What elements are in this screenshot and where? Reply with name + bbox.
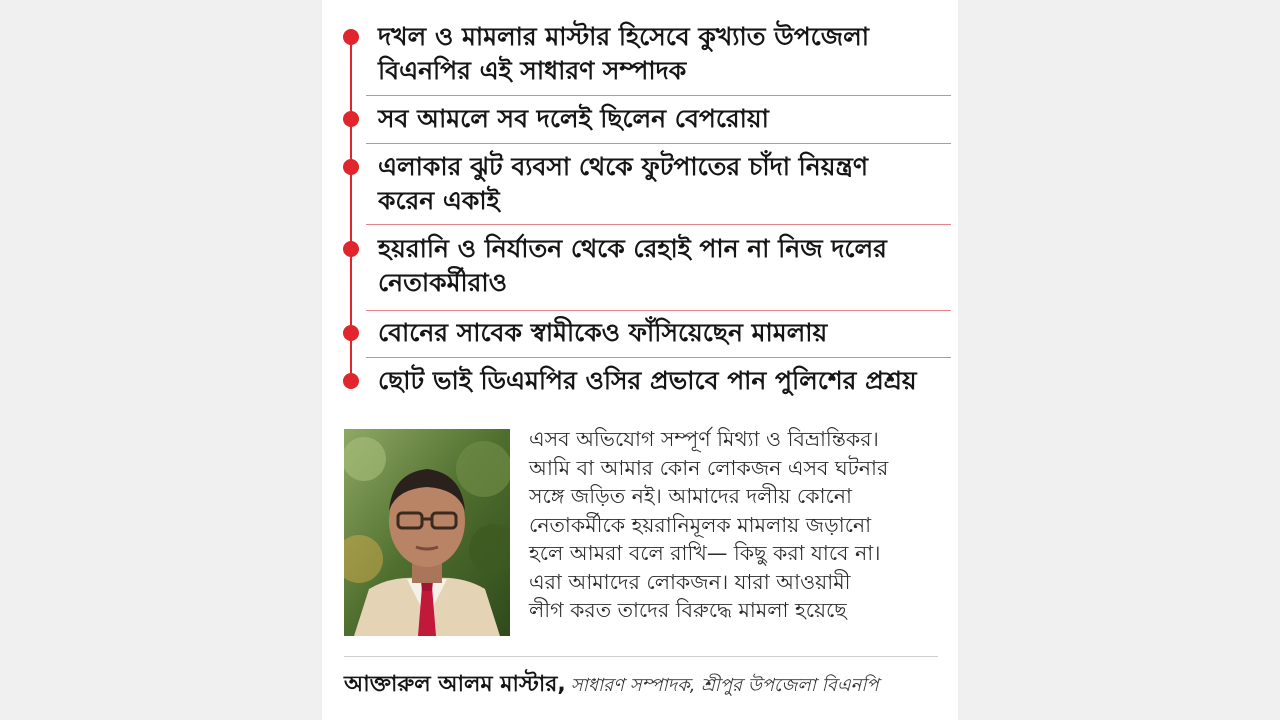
bullet-dot — [343, 29, 359, 45]
divider — [366, 310, 951, 311]
quote-line-5: হলে আমরা বলে রাখি— কিছু করা যাবে না। — [529, 541, 881, 565]
caption-name: আক্তারুল আলম মাস্টার, — [344, 672, 566, 697]
bullet-dot — [343, 373, 359, 389]
bullet-item-3-line-1: এলাকার ঝুট ব্যবসা থেকে ফুটপাতের চাঁদা নিয়ন্ত্রণ — [378, 152, 868, 181]
bullet-item-1-line-2: বিএনপির এই সাধারণ সম্পাদক — [378, 56, 687, 85]
bullet-dot — [343, 111, 359, 127]
caption-role: সাধারণ সম্পাদক, শ্রীপুর উপজেলা বিএনপি — [570, 675, 879, 696]
bullet-item-6-line-1: ছোট ভাই ডিএমপির ওসির প্রভাবে পান পুলিশের প্রশ্রয় — [378, 366, 917, 395]
bullet-dot — [343, 241, 359, 257]
quote-line-7: লীগ করত তাদের বিরুদ্ধে মামলা হয়েছে — [529, 598, 847, 622]
bullet-item-4-line-1: হয়রানি ও নির্যাতন থেকে রেহাই পান না নিজ দলের — [378, 234, 887, 263]
divider — [366, 143, 951, 144]
caption-divider — [344, 656, 938, 657]
quote-line-2: আমি বা আমার কোন লোকজন এসব ঘটনার — [529, 456, 889, 480]
quote-line-6: এরা আমাদের লোকজন। যারা আওয়ামী — [529, 570, 851, 594]
portrait-photo — [344, 429, 510, 636]
quote-line-1: এসব অভিযোগ সম্পূর্ণ মিথ্যা ও বিভ্রান্তিকর। — [529, 427, 879, 451]
divider — [366, 224, 951, 225]
bullet-item-5-line-1: বোনের সাবেক স্বামীকেও ফাঁসিয়েছেন মামলায় — [378, 318, 828, 347]
divider — [366, 95, 951, 96]
bullet-item-3-line-2: করেন একাই — [378, 186, 500, 215]
bullet-dot — [343, 325, 359, 341]
bullet-item-1-line-1: দখল ও মামলার মাস্টার হিসেবে কুখ্যাত উপজেলা — [378, 22, 869, 51]
photo-caption — [344, 667, 944, 704]
bullet-item-4-line-2: নেতাকর্মীরাও — [378, 268, 507, 297]
bullet-item-2-line-1: সব আমলে সব দলেই ছিলেন বেপরোয়া — [378, 104, 769, 133]
quote-line-4: নেতাকর্মীকে হয়রানিমূলক মামলায় জড়ানো — [529, 513, 872, 537]
bullet-dot — [343, 159, 359, 175]
quote-line-3: সঙ্গে জড়িত নই। আমাদের দলীয় কোনো — [529, 484, 852, 508]
divider — [366, 357, 951, 358]
